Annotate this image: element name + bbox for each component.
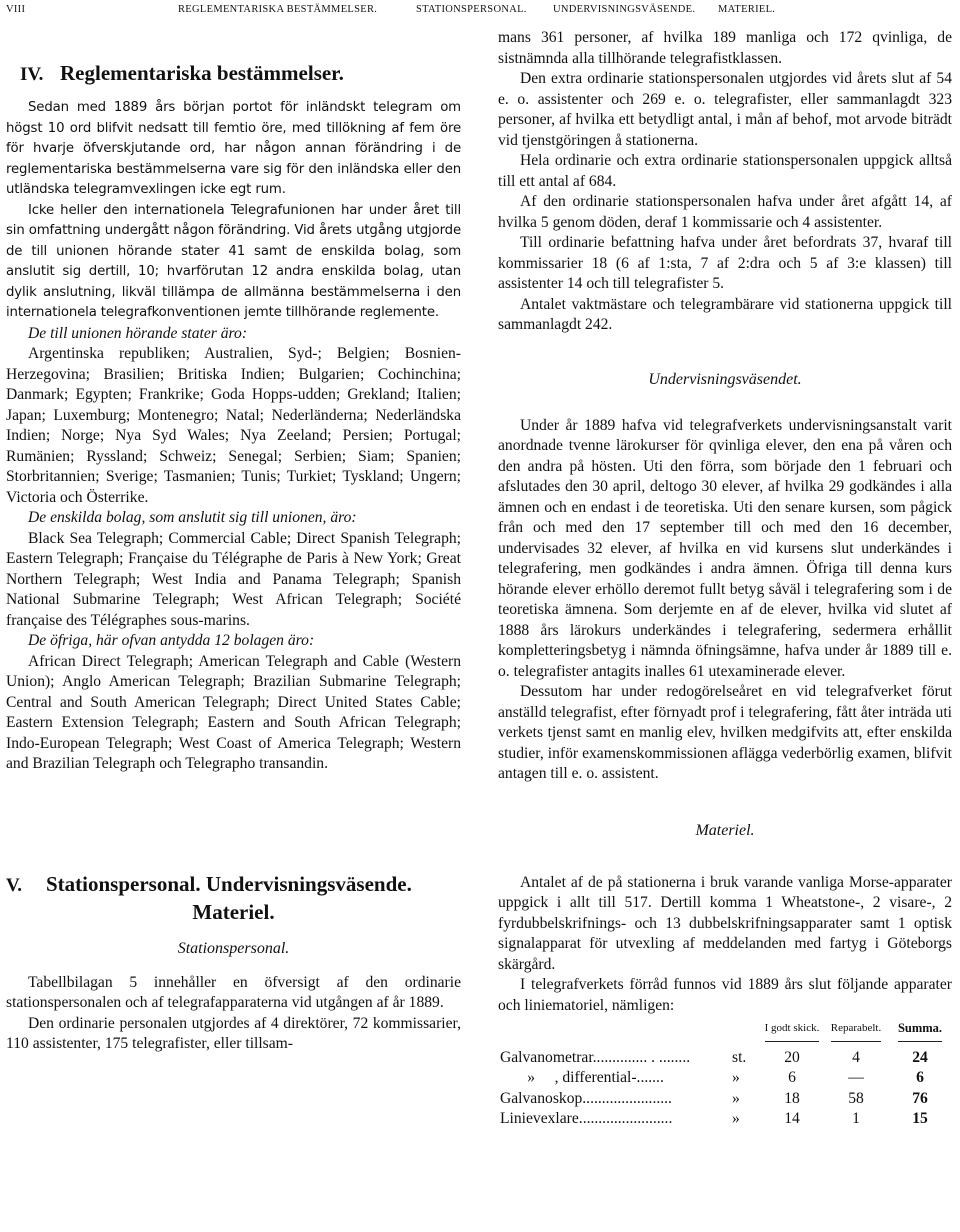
row-unit: » <box>732 1089 740 1107</box>
section-iv-paragraph-1: Sedan med 1889 års början portot för inländskt telegram om högst 10 ord blifvit nedsatt till femtio öre, med tillökning af fem öre för hvarje öfverskjutande ord, har någon annan förändring i de reglementariska bestämmelserna vare sig för den inländska eller den utländska telegramvexlingen icke egt rum. <box>6 100 461 197</box>
states-list: Argentinska republiken; Australien, Syd-; Belgien; Bosnien-Herzegovina; Brasilien; Britiska Indien; Bulgarien; Cochinchina; Danmark; Egypten; Frankrike; Goda Hopps-udden; Grekland; Italien; Japan; Luxemburg; Montenegro; Natal; Nederländerna; Nederländska Indien; Norge; Nya Syd Wales; Nya Zeeland; Persien; Portugal; Rumänien; Ryssland; Schweiz; Senegal; Serbien; Siam; Spanien; Storbritannien; Sverige; Tasmanien; Tunis; Turkiet; Tyskland; Ungern; Victoria och Österrike. <box>6 345 461 506</box>
running-head-section-1: REGLEMENTARISKA BESTÄMMELSER. <box>178 4 378 15</box>
section-v-heading <box>6 871 461 899</box>
materiel-paragraph-2: I telegrafverkets förråd funnos vid 1889 års slut följande apparater och liniematoriel, nämligen: <box>498 976 952 1014</box>
other-companies-list: African Direct Telegraph; American Telegraph and Cable (Western Union); Anglo American Telegraph; Brazilian Submarine Telegraph; Central and South American Telegraph; Direct United States Cable; Eastern Extension Telegraph; Eastern and South African Telegraph; Indo-European Telegraph; West Coast of America Telegraph; Western and Brazilian Telegraph och Telegrapho transandin. <box>6 652 461 772</box>
connected-companies-subheading: De enskilda bolag, som anslutit sig till unionen, äro: <box>28 509 357 526</box>
table-row <box>498 1048 952 1069</box>
promotions-paragraph: Till ordinarie befattning hafva under året befordrats 37, hvaraf till kommissarier 18 (6 af 1:sta, 7 af 2:dra och 5 af 3:e klassen) till assistenter 14 och till telegrafister 5. <box>498 234 952 292</box>
inventory-table-header-row <box>498 1018 952 1048</box>
row-label: Galvanometrar.............. . ........ <box>500 1048 691 1066</box>
section-iv-number: IV. <box>20 64 44 85</box>
table-row <box>498 1089 952 1110</box>
stationspersonal-heading: Stationspersonal. <box>177 939 290 957</box>
section-v-title-line-2: Materiel. <box>192 899 275 924</box>
row-good: 18 <box>784 1089 800 1107</box>
table-row <box>498 1068 952 1089</box>
row-label: » , differential-....... <box>500 1069 664 1086</box>
row-good: 20 <box>784 1048 800 1066</box>
row-sum: 24 <box>912 1048 928 1066</box>
other-companies-subheading: De öfriga, här ofvan antydda 12 bolagen äro: <box>28 632 315 649</box>
section-iv-paragraph-2: Icke heller den internationela Telegrafunionen har under året till sin omfattning undergått någon förändring. Vid årets utgång utgjorde de till unionen hörande stater 41 samt de enskilda bolag, som anslutit sig dertill, 10; hvarförutan 12 andra enskilda bolag, utan dylik anslutning, likväl tillämpa de allmänna bestämmelserna i den internationela telegrafkonventionen jemte tillhörande reglemente. <box>6 202 461 320</box>
header-good-condition: I godt skick. <box>760 1018 824 1048</box>
section-v-paragraph-2: Den ordinarie personalen utgjordes af 4 direktörer, 72 kommissarier, 110 assistenter, 175 telegrafister, eller tillsam- <box>6 1014 461 1052</box>
materiel-paragraph-1: Antalet af de på stationerna i bruk varande vanliga Morse-apparater uppgick i allt till 517. Dertill komma 1 Wheatstone-, 2 visare-, 2 fyrdubbelskrifnings- och 13 dubbelskrifningsapparater samt 1 optisk signalapparat för utvexling af meddelanden med fartyg i Göteborgs skärgård. <box>498 873 952 973</box>
row-repairable: 4 <box>852 1048 860 1066</box>
row-repairable: 1 <box>852 1110 860 1127</box>
row-good: 6 <box>788 1069 796 1086</box>
row-unit: » <box>732 1069 740 1086</box>
left-column <box>6 56 461 1055</box>
row-unit: st. <box>732 1048 747 1066</box>
right-column <box>498 28 952 1130</box>
extra-personal-paragraph: Den extra ordinarie stationspersonalen utgjordes vid årets slut af 54 e. o. assistenter och 269 e. o. telegrafister, eller sammanlagdt 323 personer, af hvilka ett betydligt antal, i mån af behof, mot arvode biträdt vid tjenstgöringen å stationerna. <box>498 70 952 149</box>
row-repairable: — <box>848 1069 864 1086</box>
materiel-heading: Materiel. <box>695 821 755 839</box>
running-head-section-4: MATERIEL. <box>718 4 776 15</box>
section-v-title-line-1: Stationspersonal. Undervisningsväsende. <box>46 871 412 896</box>
connected-companies-list: Black Sea Telegraph; Commercial Cable; Direct Spanish Telegraph; Eastern Telegraph; Française du Télégraphe de Paris à New York; Great Northern Telegraph; West India and Panama Telegraph; Spanish National Submarine Telegraph; West African Telegraph; Société française des Télégraphes sous-marins. <box>6 529 461 629</box>
running-head-section-3: UNDERVISNINGSVÄSENDE. <box>553 4 696 15</box>
header-repairable: Reparabelt. <box>824 1018 888 1048</box>
undervisning-paragraph-1: Under år 1889 hafva vid telegrafverkets undervisningsanstalt varit anordnade tvenne lärokurser för qvinliga elever, den ena på våren och den andra på hösten. Uti den förra, som började den 1 februari och afslutades den 30 april, deltogo 30 elever, af hvilka 29 godkändes i alla ämnen och en endast i de teoretiska. Uti den senare kursen, som pågick från och med den 17 september till och med den 16 december, undervisades 32 elever, af hvilka en vid kursens slut underkändes i telegrafering, men godkändes i andra ämnen. Öfriga till denna kurs hörande elever erhöllo deremot fullt betyg såväl i telegrafering som i de teoretiska ämnena. Som derjemte en af de elever, hvilka vid slutet af 1888 års lärokurs underkändes i telegrafering, sedermera erhållit kompletteringsbetyg i nämnda öfningsämne, hafva under år 1889 till e. o. telegrafister antagits inalles 61 utexaminerade elever. <box>498 416 952 680</box>
personal-continuation: mans 361 personer, af hvilka 189 manliga och 172 qvinliga, de sistnämnda alla tillhörande telegrafistklassen. <box>498 29 952 67</box>
inventory-table <box>498 1018 952 1130</box>
row-sum: 6 <box>916 1069 924 1086</box>
row-label: Galvanoskop....................... <box>500 1089 672 1107</box>
header-sum: Summa. <box>888 1018 952 1048</box>
section-iv-heading <box>20 60 461 88</box>
row-label: Linievexlare........................ <box>500 1110 673 1127</box>
states-subheading: De till unionen hörande stater äro: <box>28 324 248 342</box>
row-good: 14 <box>784 1110 800 1127</box>
section-iv-title: Reglementariska bestämmelser. <box>60 61 344 85</box>
total-personal-paragraph: Hela ordinarie och extra ordinarie stationspersonalen uppgick alltså till ett antal af 684. <box>498 152 952 190</box>
row-sum: 15 <box>912 1110 928 1127</box>
row-unit: » <box>732 1110 740 1127</box>
page-number: VIII <box>6 4 26 15</box>
section-v-number: V. <box>6 874 23 896</box>
departures-paragraph: Af den ordinarie stationspersonalen hafva under året afgått 14, af hvilka 5 genom döden, deraf 1 kommissarie och 4 assistenter. <box>498 193 952 231</box>
undervisning-heading: Undervisningsväsendet. <box>648 370 802 388</box>
section-v-paragraph-1: Tabellbilagan 5 innehåller en öfversigt af den ordinarie stationspersonalen och af telegrafapparaterna vid utgången af år 1889. <box>6 973 461 1011</box>
running-head-section-2: STATIONSPERSONAL. <box>416 4 527 15</box>
row-repairable: 58 <box>848 1089 864 1107</box>
row-sum: 76 <box>912 1089 928 1107</box>
running-head <box>6 4 954 20</box>
table-row <box>498 1109 952 1130</box>
vaktmastare-paragraph: Antalet vaktmästare och telegrambärare vid stationerna uppgick till sammanlagdt 242. <box>498 295 952 333</box>
undervisning-paragraph-2: Dessutom har under redogörelseåret en vid telegrafverket förut anställd telegrafist, efter förnyadt prof i telegrafering, fått åter inträda uti verkets tjenst samt en manlig elev, hvilken medgifvits att, efter enskilda studier, inför examenskommissionen aflägga vederbörlig examen, blifvit antagen till e. o. assistent. <box>498 683 952 782</box>
